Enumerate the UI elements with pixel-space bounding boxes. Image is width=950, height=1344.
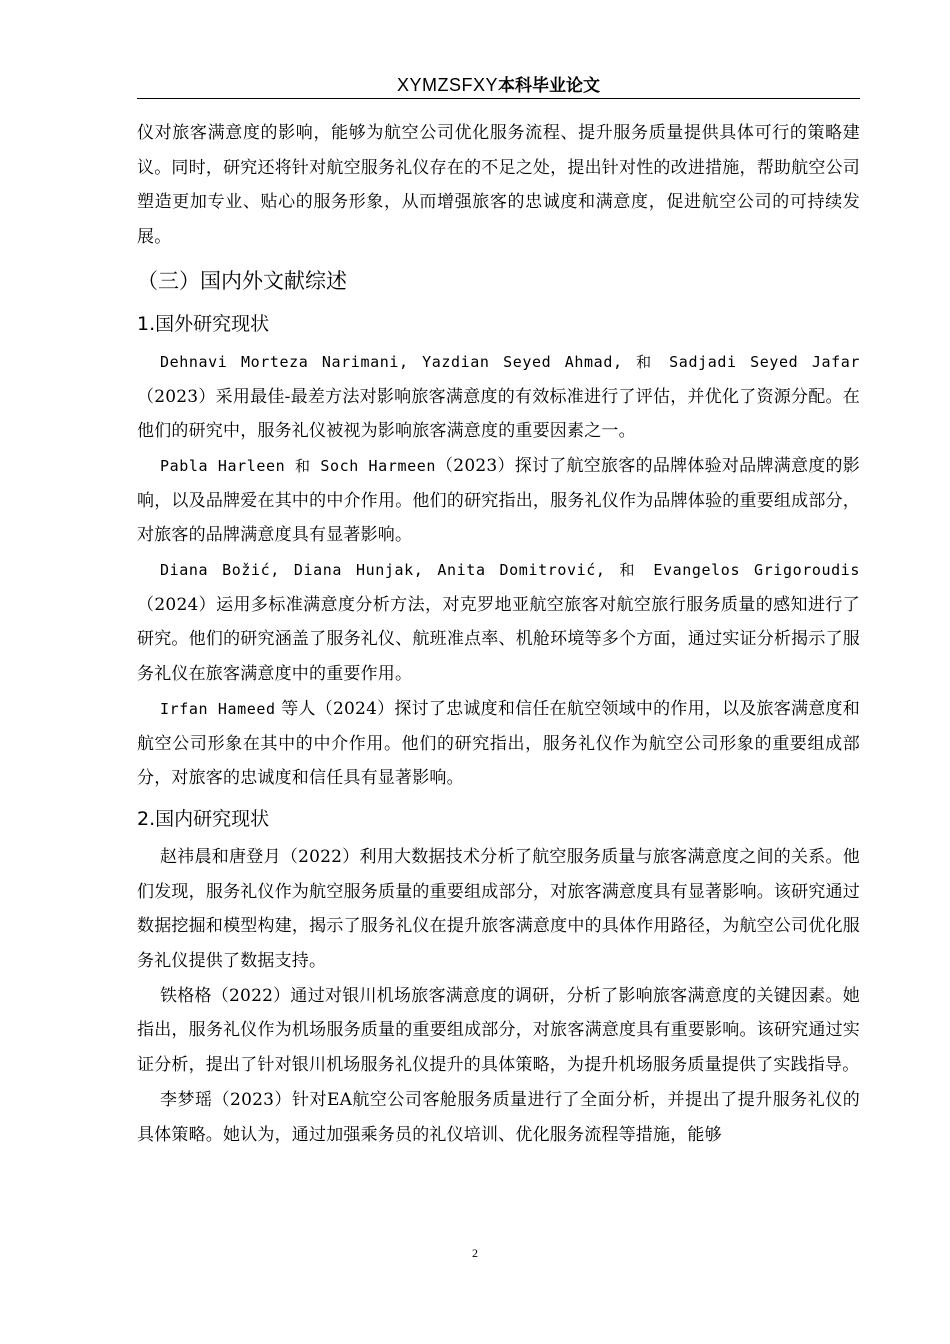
paragraph-text: （2024）运用多标准满意度分析方法，对克罗地亚航空旅客对航空旅行服务质量的感知进行了研究。他们的研究涵盖了服务礼仪、航班准点率、机舱环境等多个方面，通过实证分析揭示了服务礼仪在旅客满意度中的重要作用。 <box>137 594 860 685</box>
domestic-paragraph: 李梦瑶（2023）针对EA航空公司客舱服务质量进行了全面分析，并提出了提升服务礼仪的具体策略。她认为，通过加强乘务员的礼仪培训、优化服务流程等措施，能够 <box>137 1089 860 1145</box>
section-heading-literature-review: （三）国内外文献综述 <box>137 268 347 293</box>
citation-authors: Dehnavi Morteza Narimani, Yazdian Seyed Ahmad, 和 Sadjadi Seyed Jafar <box>160 352 860 371</box>
citation-authors: Irfan Hameed <box>160 699 276 718</box>
paragraph-text: （2023）采用最佳-最差方法对影响旅客满意度的有效标准进行了评估，并优化了资源分配。在他们的研究中，服务礼仪被视为影响旅客满意度的重要因素之一。 <box>137 386 860 442</box>
foreign-paragraph <box>137 692 860 796</box>
intro-paragraph: 仪对旅客满意度的影响，能够为航空公司优化服务流程、提升服务质量提供具体可行的策略建议。同时，研究还将针对航空服务礼仪存在的不足之处，提出针对性的改进措施，帮助航空公司塑造更加专业、贴心的服务形象，从而增强旅客的忠诚度和满意度，促进航空公司的可持续发展。 <box>137 123 860 248</box>
paragraph-text: 等人（2024）探讨了忠诚度和信任在航空领域中的作用，以及旅客满意度和航空公司形象在其中的中介作用。他们的研究指出，服务礼仪作为航空公司形象的重要组成部分，对旅客的忠诚度和信任具有显著影响。 <box>137 698 860 789</box>
foreign-paragraph <box>137 449 860 553</box>
page-number: 2 <box>472 1246 478 1260</box>
citation-authors: Pabla Harleen 和 Soch Harmeen <box>160 456 436 475</box>
page-body <box>137 116 860 1152</box>
subheading-domestic-research: 2.国内研究现状 <box>137 807 270 830</box>
domestic-paragraph: 赵祎晨和唐登月（2022）利用大数据技术分析了航空服务质量与旅客满意度之间的关系。他们发现，服务礼仪作为航空服务质量的重要组成部分，对旅客满意度具有显著影响。该研究通过数据挖掘和模型构建，揭示了服务礼仪在提升旅客满意度中的具体作用路径，为航空公司优化服务礼仪提供了数据支持。 <box>137 846 860 972</box>
domestic-paragraph: 铁格格（2022）通过对银川机场旅客满意度的调研，分析了影响旅客满意度的关键因素。她指出，服务礼仪作为机场服务质量的重要组成部分，对旅客满意度具有重要影响。该研究通过实证分析，提出了针对银川机场服务礼仪提升的具体策略，为提升机场服务质量提供了实践指导。 <box>137 985 860 1076</box>
foreign-paragraph <box>137 345 860 449</box>
subheading-foreign-research: 1.国外研究现状 <box>137 312 270 335</box>
paragraph-text: （2023）探讨了航空旅客的品牌体验对品牌满意度的影响，以及品牌爱在其中的中介作用。他们的研究指出，服务礼仪作为品牌体验的重要组成部分，对旅客的品牌满意度具有显著影响。 <box>137 455 860 546</box>
citation-authors: Diana Božić, Diana Hunjak, Anita Domitrović, 和 Evangelos Grigoroudis <box>160 561 860 580</box>
header-school-code: XYMZSFXY <box>396 75 498 95</box>
foreign-paragraph <box>137 553 860 692</box>
page-header <box>137 72 860 99</box>
header-thesis-label: 本科毕业论文 <box>498 76 600 96</box>
